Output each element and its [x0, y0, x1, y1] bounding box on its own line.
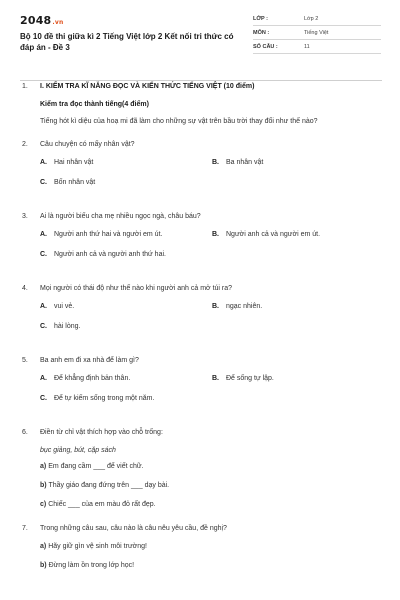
option-letter: B.: [212, 303, 219, 310]
question-text: Trong những câu sau, câu nào là câu nêu yêu cầu, đề nghị?: [40, 525, 227, 532]
answer-options: [40, 159, 380, 199]
question-number: 5.: [22, 357, 28, 364]
option-a[interactable]: [40, 231, 162, 238]
question-4: [22, 284, 380, 343]
option-c[interactable]: [40, 251, 166, 258]
meta-row-subject: [253, 26, 381, 40]
item-text: Đừng làm ồn trong lớp học!: [48, 562, 135, 569]
meta-table: [253, 12, 381, 54]
option-b[interactable]: [212, 231, 320, 238]
item-text: Hãy giữ gìn vệ sinh môi trường!: [48, 543, 147, 550]
question-number: 1.: [22, 83, 28, 90]
question-1: [22, 82, 380, 127]
option-text: Người anh cả và người anh thứ hai.: [54, 251, 166, 258]
option-text: Người anh thứ hai và người em út.: [54, 231, 163, 238]
question-5: [22, 356, 380, 415]
document-title: Bộ 10 đề thi giữa kì 2 Tiếng Việt lớp 2 Kết nối tri thức có đáp án - Đề 3: [20, 32, 234, 52]
item-letter: a): [40, 543, 47, 550]
answer-options: [40, 375, 380, 415]
option-b[interactable]: [212, 159, 263, 166]
question-text: Tiếng hót kì diệu của hoạ mi đã làm cho những sự vật trên bầu trời thay đổi như thế nào?: [40, 118, 318, 125]
meta-key: SỐ CÂU :: [253, 44, 278, 50]
choice-item-a[interactable]: [40, 543, 380, 553]
document-header: [20, 12, 382, 67]
question-text: Điền từ chỉ vật thích hợp vào chỗ trống:: [40, 429, 163, 436]
item-text: Thầy giáo đang đứng trên ___ dạy bài.: [48, 482, 170, 489]
option-text: Để sống tự lập.: [226, 375, 274, 382]
question-number: 4.: [22, 285, 28, 292]
option-letter: B.: [212, 231, 219, 238]
option-text: vui vẻ.: [54, 303, 75, 310]
question-head: [22, 524, 380, 534]
item-letter: c): [40, 501, 47, 508]
choice-item-b[interactable]: [40, 562, 380, 572]
option-letter: C.: [40, 179, 47, 186]
option-letter: A.: [40, 375, 47, 382]
option-c[interactable]: [40, 323, 80, 330]
question-number: 2.: [22, 141, 28, 148]
option-b[interactable]: [212, 303, 262, 310]
option-text: Ba nhân vật: [226, 159, 264, 166]
meta-row-count: [253, 40, 381, 54]
question-text: Ai là người biếu cha mẹ nhiều ngọc ngà, châu báu?: [40, 213, 201, 220]
option-c[interactable]: [40, 395, 154, 402]
option-text: Hai nhân vật: [54, 159, 94, 166]
meta-value: 11: [304, 44, 310, 50]
question-head: [22, 140, 380, 150]
option-row: [40, 323, 380, 343]
option-letter: A.: [40, 231, 47, 238]
question-number: 7.: [22, 525, 28, 532]
option-row: [40, 375, 380, 395]
option-letter: C.: [40, 395, 47, 402]
question-head: [22, 284, 380, 294]
option-row: [40, 231, 380, 251]
meta-key: LỚP :: [253, 16, 268, 22]
option-text: Bốn nhân vật: [54, 179, 96, 186]
question-3: [22, 212, 380, 271]
word-bank: bục giảng, bút, cặp sách: [40, 447, 116, 454]
question-head: [22, 356, 380, 366]
question-head: [22, 428, 380, 438]
logo-tld: .vn: [52, 19, 64, 26]
option-letter: A.: [40, 303, 47, 310]
option-row: [40, 159, 380, 179]
option-a[interactable]: [40, 159, 93, 166]
section-title: I. KIỂM TRA KĨ NĂNG ĐỌC VÀ KIẾN THỨC TIẾNG VIỆT (10 điểm): [40, 83, 255, 90]
meta-key: MÔN :: [253, 30, 270, 36]
question-6: [22, 428, 380, 511]
question-7: [22, 524, 380, 572]
logo-text: 2048: [20, 14, 52, 27]
question-text: Câu chuyện có mấy nhân vật?: [40, 141, 135, 148]
option-a[interactable]: [40, 303, 74, 310]
option-b[interactable]: [212, 375, 274, 382]
sub-title: Kiểm tra đọc thành tiếng(4 điểm): [40, 101, 149, 108]
item-text: Em đang cầm ___ để viết chữ.: [48, 463, 144, 470]
site-logo[interactable]: [20, 14, 63, 27]
item-letter: b): [40, 482, 47, 489]
option-text: hài lòng.: [54, 323, 81, 330]
question-head: [22, 212, 380, 222]
option-text: ngạc nhiên.: [226, 303, 263, 310]
item-text: Chiếc ___ của em màu đỏ rất đẹp.: [48, 501, 156, 508]
fill-item-c[interactable]: [40, 501, 380, 511]
option-text: Để tự kiếm sống trong một năm.: [54, 395, 155, 402]
option-letter: A.: [40, 159, 47, 166]
question-number: 3.: [22, 213, 28, 220]
question-number: 6.: [22, 429, 28, 436]
header-divider: [20, 80, 382, 81]
option-c[interactable]: [40, 179, 95, 186]
option-letter: C.: [40, 323, 47, 330]
question-list: [22, 82, 380, 585]
option-a[interactable]: [40, 375, 130, 382]
meta-value: Lớp 2: [304, 16, 319, 22]
question-head: [22, 82, 380, 92]
option-row: [40, 251, 380, 271]
option-letter: B.: [212, 159, 219, 166]
answer-options: [40, 303, 380, 343]
option-text: Để khẳng định bản thân.: [54, 375, 131, 382]
meta-value: Tiếng Việt: [304, 30, 329, 36]
question-2: [22, 140, 380, 199]
option-row: [40, 395, 380, 415]
question-text: Ba anh em đi xa nhà để làm gì?: [40, 357, 139, 364]
fill-item-a[interactable]: [40, 463, 380, 473]
option-letter: C.: [40, 251, 47, 258]
option-text: Người anh cả và người em út.: [226, 231, 321, 238]
fill-item-b[interactable]: [40, 482, 380, 492]
item-letter: b): [40, 562, 47, 569]
option-row: [40, 303, 380, 323]
meta-row-grade: [253, 12, 381, 26]
answer-options: [40, 231, 380, 271]
question-text: Mọi người có thái độ như thế nào khi người anh cả mở túi ra?: [40, 285, 233, 292]
option-letter: B.: [212, 375, 219, 382]
option-row: [40, 179, 380, 199]
item-letter: a): [40, 463, 47, 470]
